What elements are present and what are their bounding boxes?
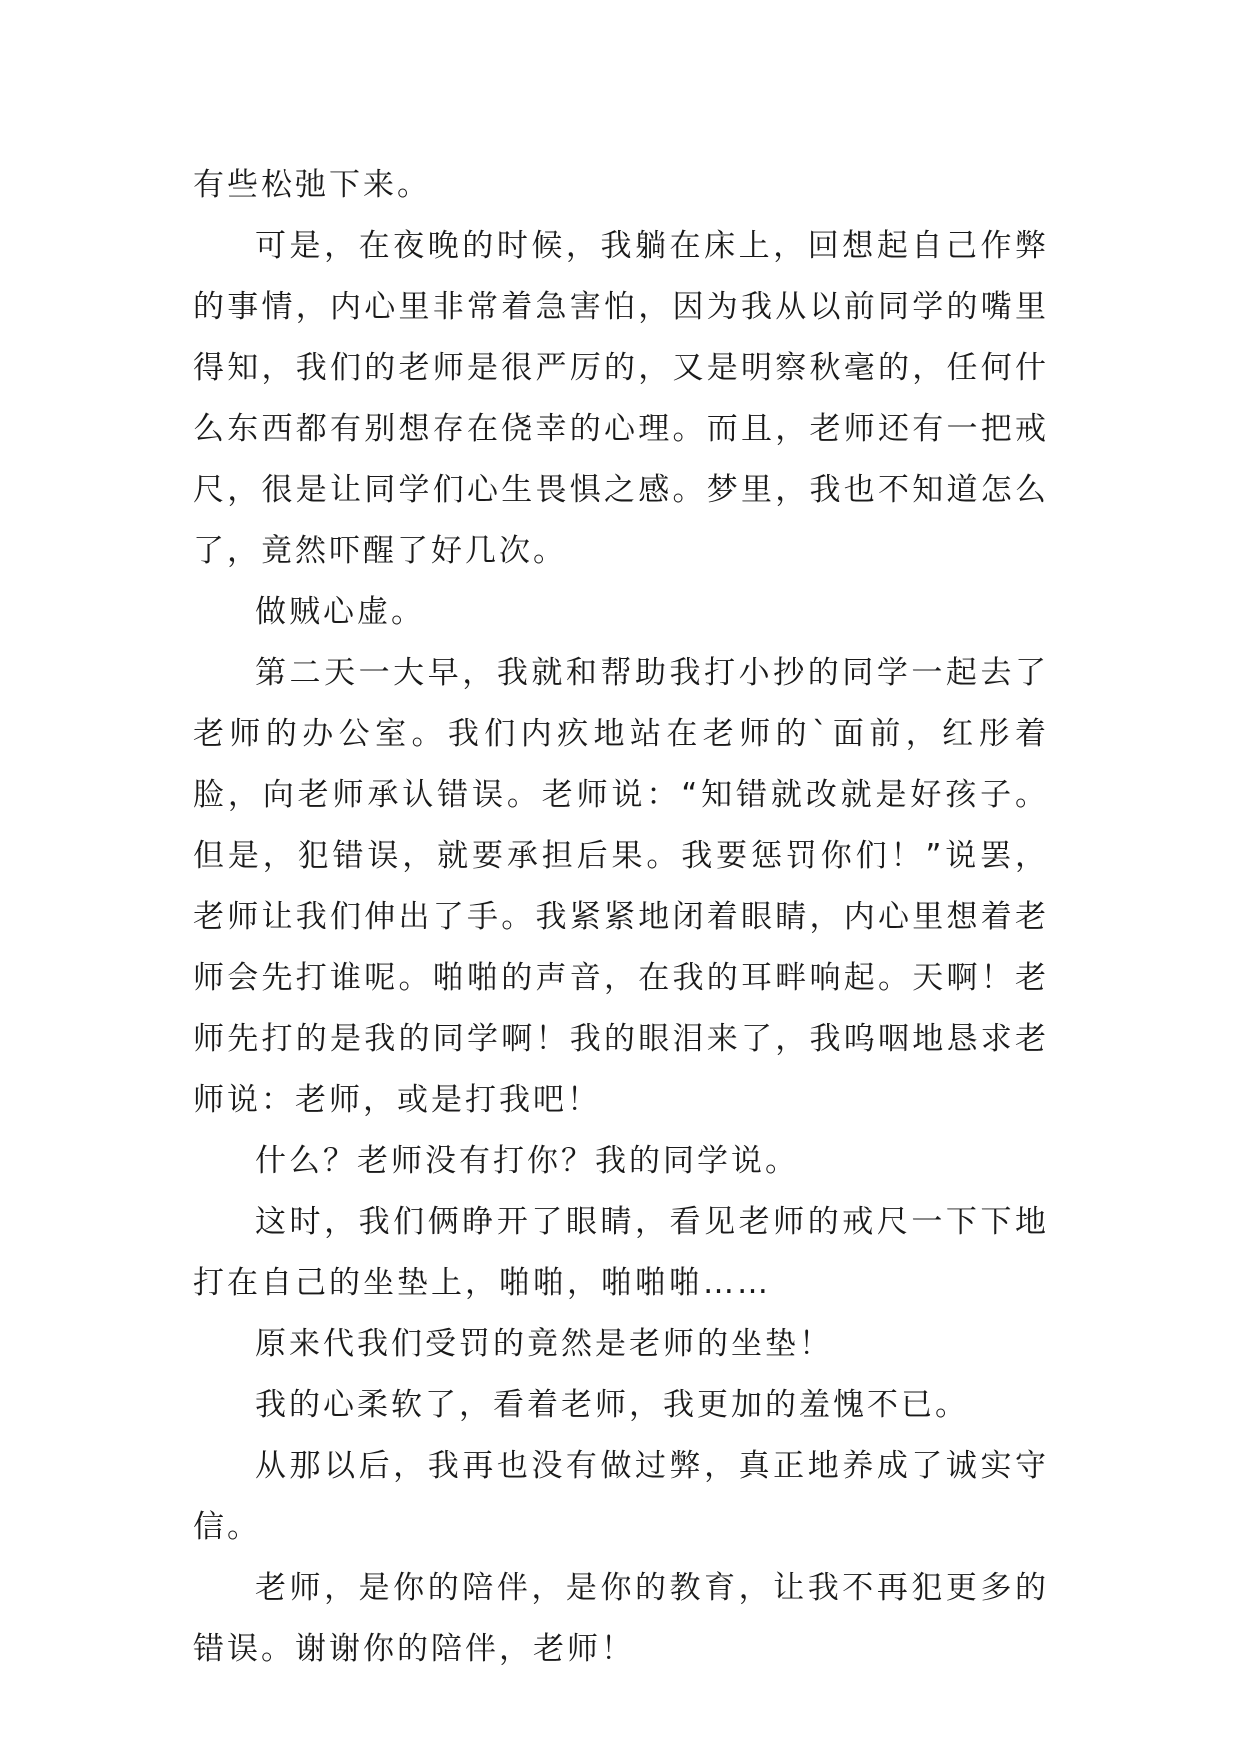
paragraph: 什么？老师没有打你？我的同学说。 — [255, 1143, 799, 1179]
paragraph: 老师，是你的陪伴，是你的教育，让我不再犯更多的错误。谢谢你的陪伴，老师！ — [193, 1570, 1049, 1667]
paragraph: 第二天一大早，我就和帮助我打小抄的同学一起去了老师的办公室。我们内疚地站在老师的`面前，红彤着脸，向老师承认错误。老师说：“知错就改就是好孩子。但是，犯错误，就要承担后果。我要惩罚你们！”说罢，老师让我们伸出了手。我紧紧地闭着眼睛，内心里想着老师会先打谁呢。啪啪的声音，在我的耳畔响起。天啊！老师先打的是我的同学啊！我的眼泪来了，我呜咽地恳求老师说：老师，或是打我吧！ — [193, 655, 1049, 1118]
paragraph: 原来代我们受罚的竟然是老师的坐垫！ — [255, 1326, 833, 1362]
paragraph: 我的心柔软了，看着老师，我更加的羞愧不已。 — [255, 1387, 969, 1423]
document-body — [193, 155, 1049, 1680]
paragraph: 可是，在夜晚的时候，我躺在床上，回想起自己作弊的事情，内心里非常着急害怕，因为我从以前同学的嘴里得知，我们的老师是很严厉的，又是明察秋毫的，任何什么东西都有别想存在侥幸的心理。而且，老师还有一把戒尺，很是让同学们心生畏惧之感。梦里，我也不知道怎么了，竟然吓醒了好几次。 — [193, 228, 1049, 569]
paragraph: 有些松弛下来。 — [193, 167, 431, 203]
paragraph: 做贼心虚。 — [255, 594, 425, 630]
paragraph: 这时，我们俩睁开了眼睛，看见老师的戒尺一下下地打在自己的坐垫上，啪啪，啪啪啪…… — [193, 1204, 1049, 1301]
paragraph: 从那以后，我再也没有做过弊，真正地养成了诚实守信。 — [193, 1448, 1049, 1545]
